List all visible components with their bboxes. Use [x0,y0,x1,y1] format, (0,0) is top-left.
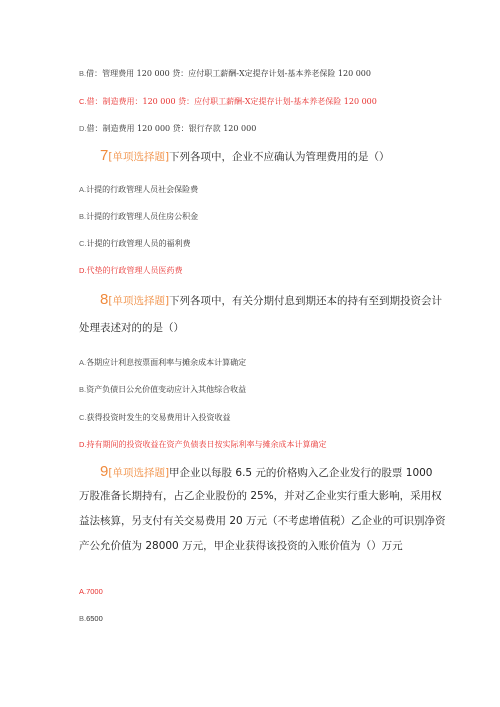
question-text: 下列各项中，企业不应确认为管理费用的是（） [169,151,390,163]
question-9-line-3: 益法核算，另支付有关交易费用 20 万元（不考虑增值税）乙企业的可识别净资 [79,515,446,527]
option-letter: C. [79,239,87,248]
q7-option-c[interactable] [79,238,191,250]
option-text: 借：制造费用：120 000 贷：应付职工薪酬-X定提存计划-基本养老保险 120 000 [86,97,377,106]
option-letter: C. [79,413,87,422]
q8-option-a[interactable] [79,357,246,369]
option-text: 代垫的行政管理人员医药费 [86,266,183,275]
option-letter: A. [79,587,87,596]
question-number: 9 [100,463,109,480]
q7-option-b[interactable] [79,211,198,223]
option-text: 计提的行政管理人员的福利费 [86,239,191,248]
question-9-line-2: 万股准备长期持有，占乙企业股份的 25%，并对乙企业实行重大影响，采用权 [79,490,442,502]
question-7-line-1 [100,149,450,164]
option-letter: B. [79,69,87,78]
question-type-tag: [单项选择题] [108,467,170,479]
option-letter: D. [79,266,87,275]
q9-option-a-correct[interactable] [79,586,103,598]
option-text: 计提的行政管理人员住房公积金 [86,212,199,221]
question-9-line-4: 产公允价值为 28000 万元，甲企业获得该投资的入账价值为（）万元 [79,540,403,552]
option-text: 借：制造费用 120 000 贷：银行存款 120 000 [86,124,257,133]
q8-option-d-correct[interactable] [79,439,327,451]
q6-option-d[interactable] [79,123,256,135]
q7-option-d-correct[interactable] [79,265,183,277]
option-letter: B. [79,614,87,623]
question-8-line-1 [100,293,450,308]
option-letter: D. [79,124,87,133]
q6-option-b[interactable] [79,68,371,80]
question-8-line-2: 处理表述对的的是（） [79,322,184,334]
q8-option-b[interactable] [79,384,246,396]
question-7 [100,149,450,164]
q7-option-a[interactable] [79,184,198,196]
q9-option-b[interactable] [79,613,103,625]
question-type-tag: [单项选择题] [108,151,170,163]
option-letter: B. [79,212,87,221]
question-9 [79,463,450,553]
option-text: 计提的行政管理人员社会保险费 [86,185,199,194]
option-text: 资产负债日公允价值变动应计入其他综合收益 [86,385,247,394]
option-letter: A. [79,358,87,367]
question-text: 甲企业以每股 6.5 元的价格购入乙企业发行的股票 1000 [169,467,433,479]
option-text: 持有期间的投资收益在资产负债表日按实际利率与摊余成本计算确定 [86,440,327,449]
q8-option-c[interactable] [79,412,231,424]
question-text: 下列各项中，有关分期付息到期还本的持有至到期投资会计 [169,295,443,307]
question-9-line-1 [100,465,450,480]
question-number: 7 [100,147,109,164]
option-text: 获得投资时发生的交易费用计入投资收益 [86,413,231,422]
option-text: 6500 [86,614,103,623]
option-letter: D. [79,440,87,449]
option-text: 借：管理费用 120 000 贷：应付职工薪酬-X定提存计划-基本养老保险 120 000 [86,69,371,78]
option-letter: A. [79,185,87,194]
question-8 [79,291,450,335]
option-text: 7000 [86,587,103,596]
question-type-tag: [单项选择题] [108,295,170,307]
question-number: 8 [100,291,109,308]
q6-option-c-correct[interactable] [79,96,377,108]
option-letter: B. [79,385,87,394]
option-text: 各期应计利息按票面利率与摊余成本计算确定 [86,358,247,367]
option-letter: C. [79,97,87,106]
